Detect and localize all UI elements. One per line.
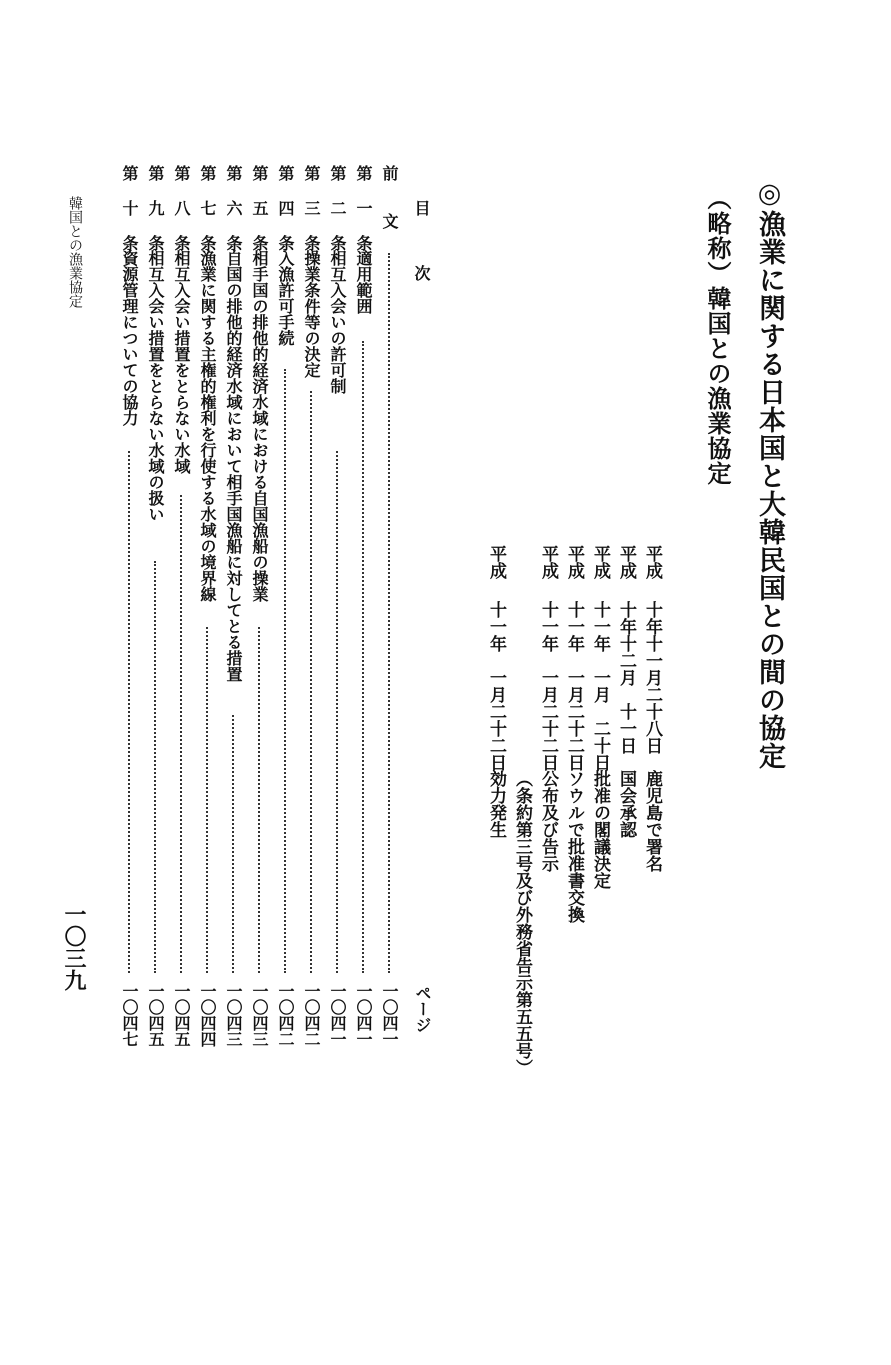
toc-entry[interactable] — [196, 165, 218, 1051]
toc-heading-moku: 目 — [412, 200, 431, 216]
date-era: 平成 — [642, 545, 662, 579]
toc-title: 操業条件等の決定 — [302, 250, 321, 378]
date-era: 平成 — [486, 545, 506, 579]
toc-article: 第 九 条 — [146, 165, 165, 251]
toc-entry[interactable] — [274, 165, 296, 1051]
toc-entry[interactable] — [352, 165, 374, 1051]
toc-entry[interactable] — [222, 165, 244, 1051]
leader-dots — [180, 495, 182, 973]
toc-entry[interactable] — [326, 165, 348, 1051]
abbreviation: （略称）韓国との漁業協定 — [703, 186, 732, 486]
date-event: 公布及び告示 — [538, 770, 558, 872]
date-entry — [588, 545, 610, 1365]
agreement-title: ◎漁業に関する日本国と大韓民国との間の協定 — [754, 178, 785, 770]
toc-entry[interactable] — [118, 165, 140, 1051]
leader-dots — [362, 341, 364, 973]
toc-page-label: ページ — [413, 985, 432, 1033]
toc-article: 第 二 条 — [328, 165, 347, 251]
leader-dots — [258, 627, 260, 973]
toc-title: 適用範囲 — [354, 250, 373, 314]
date-entry — [562, 545, 584, 1365]
toc-page: 一〇四三 — [250, 983, 269, 1047]
toc-title: 資源管理についての協力 — [120, 250, 139, 426]
toc-page: 一〇四二 — [302, 983, 321, 1047]
toc-title: 相互入会いの許可制 — [328, 250, 347, 394]
leader-dots — [284, 369, 286, 973]
toc-article: 第 三 条 — [302, 165, 321, 251]
date-value: 十一年 一月二十二日 — [538, 601, 558, 771]
date-value: 十一年 一月二十二日 — [564, 601, 584, 771]
date-event: 批准の閣議決定 — [590, 770, 610, 889]
toc-title: 相手国の排他的経済水域における自国漁船の操業 — [250, 250, 269, 602]
toc-article: 第 五 条 — [250, 165, 269, 251]
toc-title: 入漁許可手続 — [276, 250, 295, 346]
leader-dots — [310, 391, 312, 973]
running-title: 韓国との漁業協定 — [67, 196, 83, 308]
toc-page: 一〇四四 — [198, 983, 217, 1047]
date-entry — [640, 545, 662, 1365]
toc-entry[interactable] — [300, 165, 322, 1051]
page-number: 一〇三九 — [61, 903, 87, 991]
toc-article: 第 四 条 — [276, 165, 295, 251]
toc-article: 第 八 条 — [172, 165, 191, 251]
date-event: ソウルで批准書交換 — [564, 770, 584, 923]
date-era: 平成 — [616, 545, 636, 579]
toc-article: 第 十 条 — [120, 165, 139, 251]
leader-dots — [206, 627, 208, 973]
leader-dots — [336, 451, 338, 973]
toc-page: 一〇四五 — [146, 983, 165, 1047]
toc-article: 第 一 条 — [354, 165, 373, 251]
toc-page: 一〇四一 — [328, 983, 347, 1047]
date-era: 平成 — [538, 545, 558, 579]
toc-article: 第 六 条 — [224, 165, 243, 251]
date-era: 平成 — [590, 545, 610, 579]
leader-dots — [154, 561, 156, 973]
leader-dots — [232, 715, 234, 973]
toc-page: 一〇四七 — [120, 983, 139, 1047]
date-entry — [484, 545, 506, 1365]
toc-page: 一〇四三 — [224, 983, 243, 1047]
toc-page: 一〇四二 — [276, 983, 295, 1047]
date-value: 十一年 一月二十二日 — [486, 601, 506, 771]
toc-page: 一〇四一 — [354, 983, 373, 1047]
toc-title: 相互入会い措置をとらない水域の扱い — [146, 250, 165, 522]
toc-title: 自国の排他的経済水域において相手国漁船に対してとる措置 — [224, 250, 243, 682]
date-era: 平成 — [564, 545, 584, 579]
toc-entry[interactable] — [170, 165, 192, 1051]
date-event: 効力発生 — [486, 770, 506, 838]
leader-dots — [128, 451, 130, 973]
toc-article: 前 文 — [380, 165, 399, 229]
date-value: 十年十二月 十一日 — [616, 601, 636, 754]
toc-title: 相互入会い措置をとらない水域 — [172, 250, 191, 474]
date-event: 国会承認 — [616, 770, 636, 838]
date-value: 十一年 一月 二十日 — [590, 601, 610, 771]
toc-entry[interactable] — [378, 165, 400, 1051]
toc-title: 漁業に関する主権的権利を行使する水域の境界線 — [198, 250, 217, 602]
toc-article: 第 七 条 — [198, 165, 217, 251]
date-event: 鹿児島で署名 — [642, 770, 662, 872]
date-note — [510, 545, 532, 1365]
date-entry — [614, 545, 636, 1365]
toc-heading-ji: 次 — [412, 265, 431, 281]
date-event: （条約第三号及び外務省告示第五五号） — [512, 770, 532, 1076]
toc-page: 一〇四一 — [380, 983, 399, 1047]
toc-heading — [413, 200, 435, 300]
toc-entry[interactable] — [144, 165, 166, 1051]
date-value: 十年十一月二十八日 — [642, 601, 662, 754]
toc-entry[interactable] — [248, 165, 270, 1051]
date-entry — [536, 545, 558, 1365]
toc-page: 一〇四五 — [172, 983, 191, 1047]
leader-dots — [388, 253, 390, 973]
